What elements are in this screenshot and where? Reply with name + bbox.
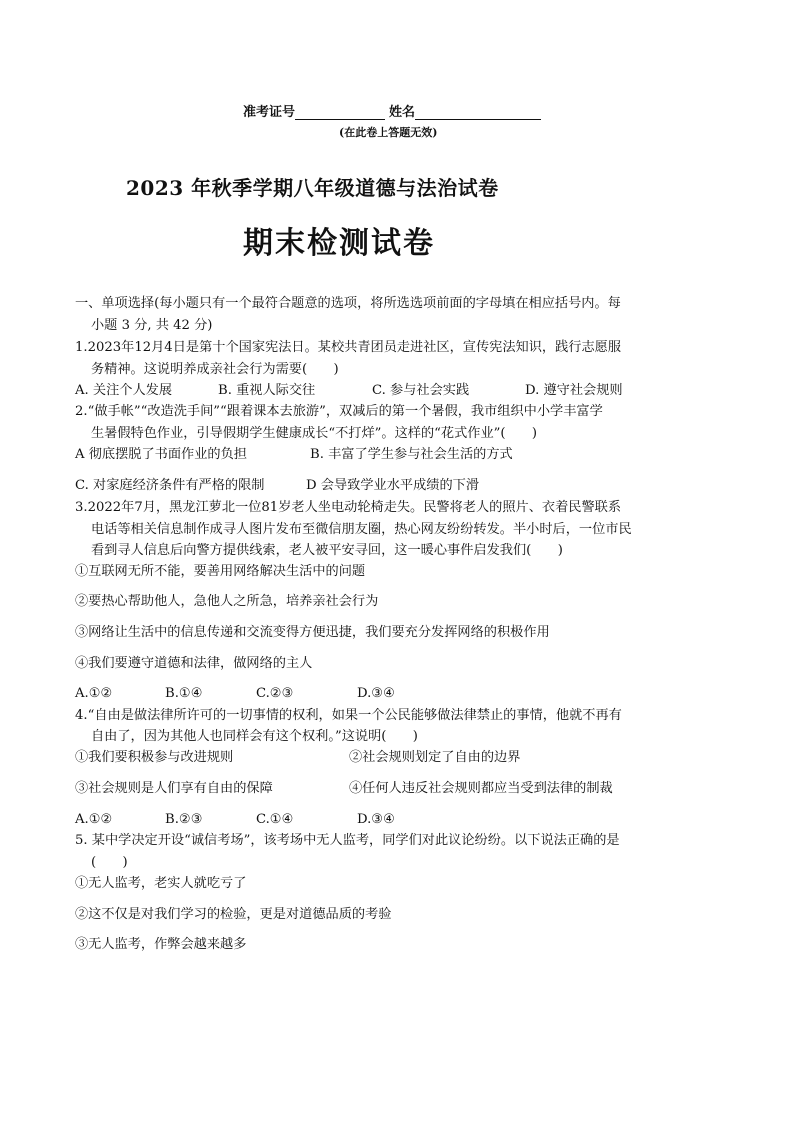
- question-5-item: ①无人监考，老实人就吃亏了: [75, 876, 247, 891]
- question-4-item: ④任何人违反社会规则都应当受到法律的制裁: [349, 781, 613, 796]
- question-1-stem: 1.2023年12月4日是第十个国家宪法日。某校共青团员走进社区，宣传宪法知识，践行志愿服: [75, 340, 622, 355]
- question-3-item: ①互联网无所不能，要善用网络解决生活中的问题: [75, 564, 366, 579]
- answer-note: (在此卷上答题无效): [339, 126, 438, 139]
- question-4-options: [75, 809, 715, 830]
- question-3-item: ④我们要遵守道德和法律，做网络的主人: [75, 656, 313, 671]
- question-1-options: [75, 380, 715, 401]
- option-d: D. 遵守社会规则: [525, 383, 623, 398]
- question-2-stem: 2.“做手帐”“改造洗手间”“跟着课本去旅游”，双减后的第一个暑假，我市组织中小学丰富学: [75, 404, 603, 419]
- option-a: A. 关注个人发展: [75, 383, 173, 398]
- question-2-options-ab: [75, 444, 715, 465]
- question-1-stem-cont: 务精神。这说明养成亲社会行为需要( ): [91, 362, 339, 377]
- question-4-items-12: [75, 747, 715, 768]
- ticket-number-field[interactable]: [295, 106, 385, 120]
- option-b: B. 重视人际交往: [218, 383, 316, 398]
- question-5-item: ③无人监考，作弊会越来越多: [75, 937, 247, 952]
- name-field[interactable]: [415, 106, 541, 120]
- exam-header: [243, 101, 541, 120]
- name-label: 姓名: [389, 105, 416, 120]
- option-b: B.②③: [165, 812, 203, 827]
- option-a: A.①②: [75, 812, 113, 827]
- option-c: C.②③: [256, 686, 294, 701]
- option-d: D.③④: [357, 686, 395, 701]
- question-4-item: ③社会规则是人们享有自由的保障: [75, 781, 273, 796]
- question-4-item: ①我们要积极参与改进规则: [75, 750, 234, 765]
- exam-subtitle: 期末检测试卷: [243, 226, 435, 261]
- option-b: B. 丰富了学生参与社会生活的方式: [310, 447, 513, 462]
- question-4-stem-cont: 自由了，因为其他人也同样会有这个权利。”这说明( ): [91, 729, 418, 744]
- question-3-stem-cont: 电话等相关信息制作成寻人图片发布至微信朋友圈，热心网友纷纷转发。半小时后，一位市民: [91, 522, 632, 537]
- question-3-item: ②要热心帮助他人，急他人之所急，培养亲社会行为: [75, 594, 379, 609]
- option-c: C. 对家庭经济条件有严格的限制: [75, 478, 265, 493]
- option-c: C.①④: [256, 812, 294, 827]
- question-3-stem-cont: 看到寻人信息后向警方提供线索，老人被平安寻回，这一暖心事件启发我们( ): [91, 543, 563, 558]
- ticket-number-label: 准考证号: [243, 105, 296, 120]
- question-4-stem: 4.“自由是做法律所许可的一切事情的权利，如果一个公民能够做法律禁止的事情，他就不再有: [75, 708, 622, 723]
- section-instructions-cont: 小题 3 分, 共 42 分): [91, 318, 213, 333]
- option-d: D 会导致学业水平成绩的下滑: [306, 478, 480, 493]
- question-3-stem: 3.2022年7月，黑龙江萝北一位81岁老人坐电动轮椅走失。民警将老人的照片、衣着民警联系: [75, 500, 622, 515]
- question-3-item: ③网络让生活中的信息传递和交流变得方便迅捷，我们要充分发挥网络的积极作用: [75, 625, 550, 640]
- option-a: A 彻底摆脱了书面作业的负担: [75, 447, 247, 462]
- question-4-items-34: [75, 778, 715, 799]
- question-5-stem-cont: ( ): [91, 855, 128, 870]
- question-5-stem: 5. 某中学决定开设“诚信考场”，该考场中无人监考，同学们对此议论纷纷。以下说法正确的是: [75, 833, 620, 848]
- exam-title: 2023 年秋季学期八年级道德与法治试卷: [126, 176, 499, 200]
- question-5-item: ②这不仅是对我们学习的检验，更是对道德品质的考验: [75, 907, 392, 922]
- question-2-options-cd: [75, 475, 715, 496]
- option-c: C. 参与社会实践: [372, 383, 470, 398]
- question-2-stem-cont: 生暑假特色作业，引导假期学生健康成长“不打烊”。这样的“花式作业”( ): [91, 426, 538, 441]
- option-a: A.①②: [75, 686, 113, 701]
- option-b: B.①④: [165, 686, 203, 701]
- section-instructions: 一、单项选择(每小题只有一个最符合题意的选项，将所选选项前面的字母填在相应括号内。每: [75, 296, 621, 311]
- question-4-item: ②社会规则划定了自由的边界: [349, 750, 521, 765]
- question-3-options: [75, 683, 715, 704]
- option-d: D.③④: [357, 812, 395, 827]
